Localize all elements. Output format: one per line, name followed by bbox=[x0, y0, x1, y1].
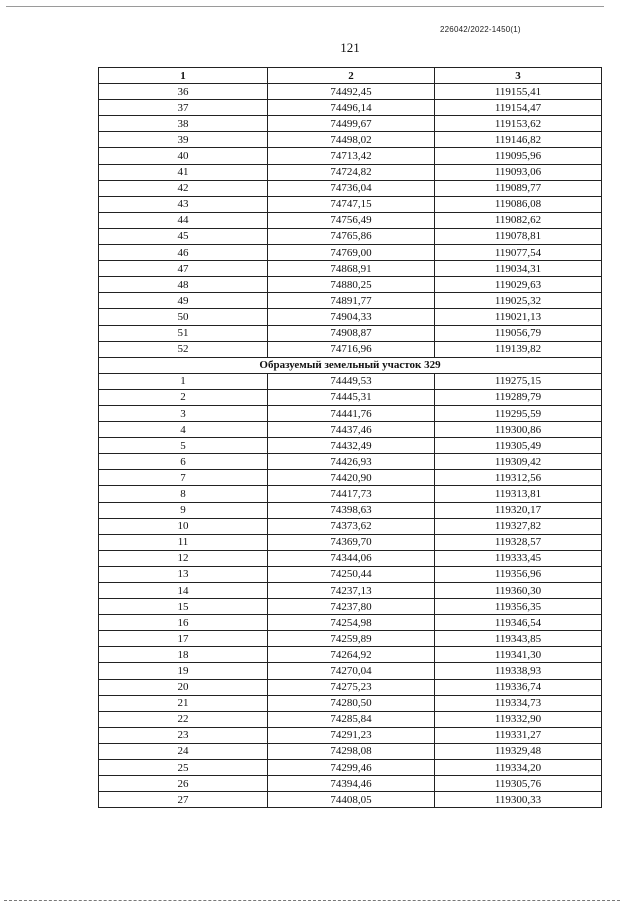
y-coordinate-cell: 119082,62 bbox=[435, 212, 602, 228]
point-number-cell: 44 bbox=[99, 212, 268, 228]
point-number-cell: 36 bbox=[99, 84, 268, 100]
x-coordinate-cell: 74417,73 bbox=[268, 486, 435, 502]
point-number-cell: 8 bbox=[99, 486, 268, 502]
x-coordinate-cell: 74298,08 bbox=[268, 743, 435, 759]
coordinates-table bbox=[98, 67, 602, 808]
point-number-cell: 37 bbox=[99, 100, 268, 116]
point-number-cell: 10 bbox=[99, 518, 268, 534]
table-row bbox=[99, 100, 602, 116]
point-number-cell: 39 bbox=[99, 132, 268, 148]
x-coordinate-cell: 74373,62 bbox=[268, 518, 435, 534]
table-row bbox=[99, 663, 602, 679]
x-coordinate-cell: 74398,63 bbox=[268, 502, 435, 518]
point-number-cell: 4 bbox=[99, 422, 268, 438]
x-coordinate-cell: 74747,15 bbox=[268, 196, 435, 212]
table-row bbox=[99, 180, 602, 196]
table-row bbox=[99, 583, 602, 599]
table-row bbox=[99, 776, 602, 792]
x-coordinate-cell: 74449,53 bbox=[268, 373, 435, 389]
column-header-2: 2 bbox=[268, 68, 435, 84]
table-row bbox=[99, 132, 602, 148]
point-number-cell: 38 bbox=[99, 116, 268, 132]
table-row bbox=[99, 422, 602, 438]
x-coordinate-cell: 74769,00 bbox=[268, 245, 435, 261]
x-coordinate-cell: 74291,23 bbox=[268, 727, 435, 743]
y-coordinate-cell: 119300,33 bbox=[435, 792, 602, 808]
y-coordinate-cell: 119360,30 bbox=[435, 583, 602, 599]
point-number-cell: 50 bbox=[99, 309, 268, 325]
table-row bbox=[99, 647, 602, 663]
y-coordinate-cell: 119021,13 bbox=[435, 309, 602, 325]
table-row bbox=[99, 116, 602, 132]
y-coordinate-cell: 119346,54 bbox=[435, 615, 602, 631]
x-coordinate-cell: 74716,96 bbox=[268, 341, 435, 357]
point-number-cell: 22 bbox=[99, 711, 268, 727]
table-row bbox=[99, 679, 602, 695]
y-coordinate-cell: 119328,57 bbox=[435, 534, 602, 550]
point-number-cell: 25 bbox=[99, 760, 268, 776]
point-number-cell: 51 bbox=[99, 325, 268, 341]
y-coordinate-cell: 119155,41 bbox=[435, 84, 602, 100]
table-row bbox=[99, 615, 602, 631]
point-number-cell: 13 bbox=[99, 566, 268, 582]
point-number-cell: 14 bbox=[99, 583, 268, 599]
table-row bbox=[99, 743, 602, 759]
x-coordinate-cell: 74426,93 bbox=[268, 454, 435, 470]
x-coordinate-cell: 74880,25 bbox=[268, 277, 435, 293]
table-row bbox=[99, 84, 602, 100]
point-number-cell: 46 bbox=[99, 245, 268, 261]
bottom-rule bbox=[4, 900, 620, 902]
table-row bbox=[99, 711, 602, 727]
table-row bbox=[99, 454, 602, 470]
x-coordinate-cell: 74496,14 bbox=[268, 100, 435, 116]
y-coordinate-cell: 119327,82 bbox=[435, 518, 602, 534]
table-row bbox=[99, 518, 602, 534]
point-number-cell: 40 bbox=[99, 148, 268, 164]
table-row bbox=[99, 599, 602, 615]
y-coordinate-cell: 119331,27 bbox=[435, 727, 602, 743]
table-row bbox=[99, 325, 602, 341]
y-coordinate-cell: 119153,62 bbox=[435, 116, 602, 132]
x-coordinate-cell: 74420,90 bbox=[268, 470, 435, 486]
table-row bbox=[99, 438, 602, 454]
point-number-cell: 20 bbox=[99, 679, 268, 695]
point-number-cell: 15 bbox=[99, 599, 268, 615]
table-row bbox=[99, 212, 602, 228]
x-coordinate-cell: 74891,77 bbox=[268, 293, 435, 309]
table-row bbox=[99, 293, 602, 309]
point-number-cell: 48 bbox=[99, 277, 268, 293]
table-row bbox=[99, 486, 602, 502]
x-coordinate-cell: 74408,05 bbox=[268, 792, 435, 808]
x-coordinate-cell: 74280,50 bbox=[268, 695, 435, 711]
x-coordinate-cell: 74344,06 bbox=[268, 550, 435, 566]
x-coordinate-cell: 74237,13 bbox=[268, 583, 435, 599]
y-coordinate-cell: 119086,08 bbox=[435, 196, 602, 212]
x-coordinate-cell: 74264,92 bbox=[268, 647, 435, 663]
table-row bbox=[99, 228, 602, 244]
table-row bbox=[99, 550, 602, 566]
x-coordinate-cell: 74270,04 bbox=[268, 663, 435, 679]
point-number-cell: 41 bbox=[99, 164, 268, 180]
y-coordinate-cell: 119334,73 bbox=[435, 695, 602, 711]
point-number-cell: 23 bbox=[99, 727, 268, 743]
x-coordinate-cell: 74868,91 bbox=[268, 261, 435, 277]
y-coordinate-cell: 119356,96 bbox=[435, 566, 602, 582]
y-coordinate-cell: 119305,76 bbox=[435, 776, 602, 792]
y-coordinate-cell: 119077,54 bbox=[435, 245, 602, 261]
x-coordinate-cell: 74492,45 bbox=[268, 84, 435, 100]
table-row bbox=[99, 341, 602, 357]
y-coordinate-cell: 119056,79 bbox=[435, 325, 602, 341]
point-number-cell: 42 bbox=[99, 180, 268, 196]
y-coordinate-cell: 119300,86 bbox=[435, 422, 602, 438]
point-number-cell: 43 bbox=[99, 196, 268, 212]
point-number-cell: 5 bbox=[99, 438, 268, 454]
table-row bbox=[99, 245, 602, 261]
y-coordinate-cell: 119312,56 bbox=[435, 470, 602, 486]
x-coordinate-cell: 74285,84 bbox=[268, 711, 435, 727]
y-coordinate-cell: 119356,35 bbox=[435, 599, 602, 615]
table-row bbox=[99, 470, 602, 486]
x-coordinate-cell: 74904,33 bbox=[268, 309, 435, 325]
table-row bbox=[99, 760, 602, 776]
table-row bbox=[99, 164, 602, 180]
x-coordinate-cell: 74499,67 bbox=[268, 116, 435, 132]
table-row bbox=[99, 727, 602, 743]
x-coordinate-cell: 74250,44 bbox=[268, 566, 435, 582]
point-number-cell: 24 bbox=[99, 743, 268, 759]
point-number-cell: 16 bbox=[99, 615, 268, 631]
x-coordinate-cell: 74299,46 bbox=[268, 760, 435, 776]
point-number-cell: 19 bbox=[99, 663, 268, 679]
y-coordinate-cell: 119333,45 bbox=[435, 550, 602, 566]
point-number-cell: 1 bbox=[99, 373, 268, 389]
y-coordinate-cell: 119146,82 bbox=[435, 132, 602, 148]
y-coordinate-cell: 119034,31 bbox=[435, 261, 602, 277]
y-coordinate-cell: 119093,06 bbox=[435, 164, 602, 180]
table-row bbox=[99, 277, 602, 293]
table-row bbox=[99, 631, 602, 647]
x-coordinate-cell: 74713,42 bbox=[268, 148, 435, 164]
x-coordinate-cell: 74254,98 bbox=[268, 615, 435, 631]
column-header-3: 3 bbox=[435, 68, 602, 84]
y-coordinate-cell: 119343,85 bbox=[435, 631, 602, 647]
y-coordinate-cell: 119139,82 bbox=[435, 341, 602, 357]
x-coordinate-cell: 74237,80 bbox=[268, 599, 435, 615]
y-coordinate-cell: 119275,15 bbox=[435, 373, 602, 389]
point-number-cell: 27 bbox=[99, 792, 268, 808]
y-coordinate-cell: 119341,30 bbox=[435, 647, 602, 663]
y-coordinate-cell: 119029,63 bbox=[435, 277, 602, 293]
x-coordinate-cell: 74724,82 bbox=[268, 164, 435, 180]
y-coordinate-cell: 119305,49 bbox=[435, 438, 602, 454]
y-coordinate-cell: 119289,79 bbox=[435, 389, 602, 405]
point-number-cell: 26 bbox=[99, 776, 268, 792]
x-coordinate-cell: 74756,49 bbox=[268, 212, 435, 228]
y-coordinate-cell: 119025,32 bbox=[435, 293, 602, 309]
table-row bbox=[99, 261, 602, 277]
x-coordinate-cell: 74259,89 bbox=[268, 631, 435, 647]
point-number-cell: 45 bbox=[99, 228, 268, 244]
y-coordinate-cell: 119309,42 bbox=[435, 454, 602, 470]
point-number-cell: 9 bbox=[99, 502, 268, 518]
table-row bbox=[99, 405, 602, 421]
y-coordinate-cell: 119332,90 bbox=[435, 711, 602, 727]
point-number-cell: 17 bbox=[99, 631, 268, 647]
y-coordinate-cell: 119313,81 bbox=[435, 486, 602, 502]
point-number-cell: 11 bbox=[99, 534, 268, 550]
x-coordinate-cell: 74498,02 bbox=[268, 132, 435, 148]
y-coordinate-cell: 119329,48 bbox=[435, 743, 602, 759]
table-row bbox=[99, 373, 602, 389]
x-coordinate-cell: 74736,04 bbox=[268, 180, 435, 196]
table-row bbox=[99, 148, 602, 164]
point-number-cell: 49 bbox=[99, 293, 268, 309]
x-coordinate-cell: 74275,23 bbox=[268, 679, 435, 695]
table-row bbox=[99, 695, 602, 711]
y-coordinate-cell: 119336,74 bbox=[435, 679, 602, 695]
point-number-cell: 21 bbox=[99, 695, 268, 711]
section-title: Образуемый земельный участок 329 bbox=[99, 357, 602, 373]
column-header-1: 1 bbox=[99, 68, 268, 84]
x-coordinate-cell: 74369,70 bbox=[268, 534, 435, 550]
x-coordinate-cell: 74908,87 bbox=[268, 325, 435, 341]
x-coordinate-cell: 74445,31 bbox=[268, 389, 435, 405]
table-header-row bbox=[99, 68, 602, 84]
table-row bbox=[99, 566, 602, 582]
table-row bbox=[99, 534, 602, 550]
y-coordinate-cell: 119295,59 bbox=[435, 405, 602, 421]
section-row bbox=[99, 357, 602, 373]
top-rule bbox=[6, 6, 604, 7]
table-row bbox=[99, 792, 602, 808]
point-number-cell: 18 bbox=[99, 647, 268, 663]
y-coordinate-cell: 119095,96 bbox=[435, 148, 602, 164]
table-row bbox=[99, 309, 602, 325]
table-row bbox=[99, 196, 602, 212]
point-number-cell: 52 bbox=[99, 341, 268, 357]
y-coordinate-cell: 119154,47 bbox=[435, 100, 602, 116]
point-number-cell: 6 bbox=[99, 454, 268, 470]
y-coordinate-cell: 119338,93 bbox=[435, 663, 602, 679]
page-number: 121 bbox=[340, 40, 360, 55]
point-number-cell: 3 bbox=[99, 405, 268, 421]
document-id: 226042/2022-1450(1) bbox=[440, 25, 521, 34]
x-coordinate-cell: 74765,86 bbox=[268, 228, 435, 244]
y-coordinate-cell: 119078,81 bbox=[435, 228, 602, 244]
y-coordinate-cell: 119089,77 bbox=[435, 180, 602, 196]
table-row bbox=[99, 389, 602, 405]
point-number-cell: 7 bbox=[99, 470, 268, 486]
x-coordinate-cell: 74394,46 bbox=[268, 776, 435, 792]
x-coordinate-cell: 74437,46 bbox=[268, 422, 435, 438]
point-number-cell: 47 bbox=[99, 261, 268, 277]
y-coordinate-cell: 119320,17 bbox=[435, 502, 602, 518]
point-number-cell: 12 bbox=[99, 550, 268, 566]
table-row bbox=[99, 502, 602, 518]
y-coordinate-cell: 119334,20 bbox=[435, 760, 602, 776]
x-coordinate-cell: 74432,49 bbox=[268, 438, 435, 454]
x-coordinate-cell: 74441,76 bbox=[268, 405, 435, 421]
point-number-cell: 2 bbox=[99, 389, 268, 405]
